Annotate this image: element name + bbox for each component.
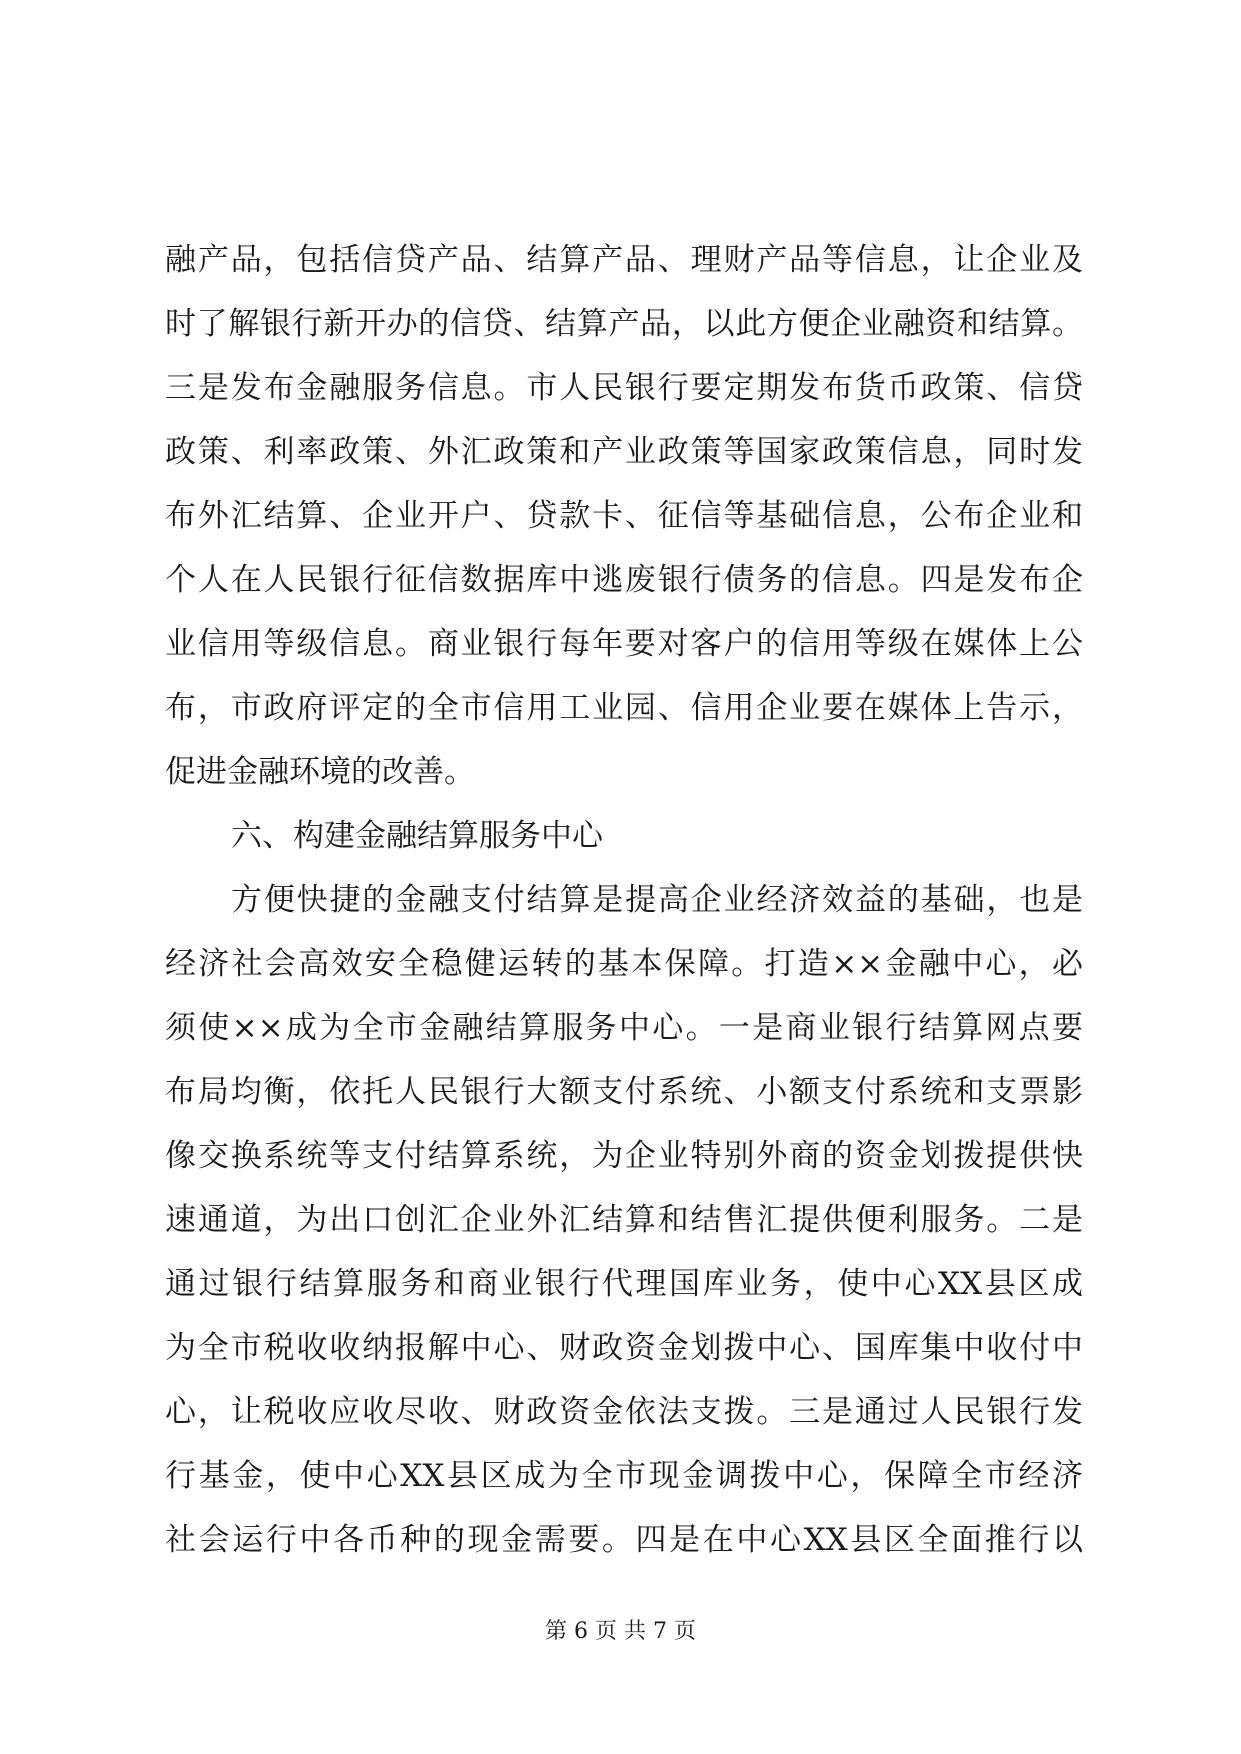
text-line: 个人在人民银行征信数据库中逃废银行债务的信息。四是发布企 [165, 562, 1083, 598]
page-number-footer: 第 6 页 共 7 页 [545, 1619, 696, 1644]
text-line: 像交换系统等支付结算系统，为企业特别外商的资金划拨提供快 [165, 1138, 1083, 1174]
text-line: 为全市税收收纳报解中心、财政资金划拨中心、国库集中收付中 [165, 1330, 1083, 1366]
text-line: 经济社会高效安全稳健运转的基本保障。打造××金融中心，必 [165, 946, 1083, 982]
text-line: 促进金融环境的改善。 [165, 754, 475, 790]
text-line: 速通道，为出口创汇企业外汇结算和结售汇提供便利服务。二是 [165, 1202, 1083, 1238]
section-heading: 六、构建金融结算服务中心 [231, 818, 603, 854]
text-line: 通过银行结算服务和商业银行代理国库业务，使中心XX县区成 [165, 1266, 1083, 1302]
text-line: 布外汇结算、企业开户、贷款卡、征信等基础信息，公布企业和 [165, 498, 1083, 534]
text-line: 布，市政府评定的全市信用工业园、信用企业要在媒体上告示， [165, 690, 1083, 726]
text-line: 行基金，使中心XX县区成为全市现金调拨中心，保障全市经济 [165, 1458, 1083, 1494]
text-line: 心，让税收应收尽收、财政资金依法支拨。三是通过人民银行发 [165, 1394, 1083, 1430]
text-line: 方便快捷的金融支付结算是提高企业经济效益的基础，也是 [231, 882, 1083, 918]
text-line: 三是发布金融服务信息。市人民银行要定期发布货币政策、信贷 [165, 370, 1083, 406]
text-line: 融产品，包括信贷产品、结算产品、理财产品等信息，让企业及 [165, 242, 1083, 278]
text-line: 布局均衡，依托人民银行大额支付系统、小额支付系统和支票影 [165, 1074, 1083, 1110]
text-line: 社会运行中各币种的现金需要。四是在中心XX县区全面推行以 [165, 1522, 1083, 1558]
text-line: 政策、利率政策、外汇政策和产业政策等国家政策信息，同时发 [165, 434, 1083, 470]
text-line: 业信用等级信息。商业银行每年要对客户的信用等级在媒体上公 [165, 626, 1083, 662]
text-line: 须使××成为全市金融结算服务中心。一是商业银行结算网点要 [165, 1010, 1083, 1046]
text-line: 时了解银行新开办的信贷、结算产品，以此方便企业融资和结算。 [165, 306, 1083, 342]
